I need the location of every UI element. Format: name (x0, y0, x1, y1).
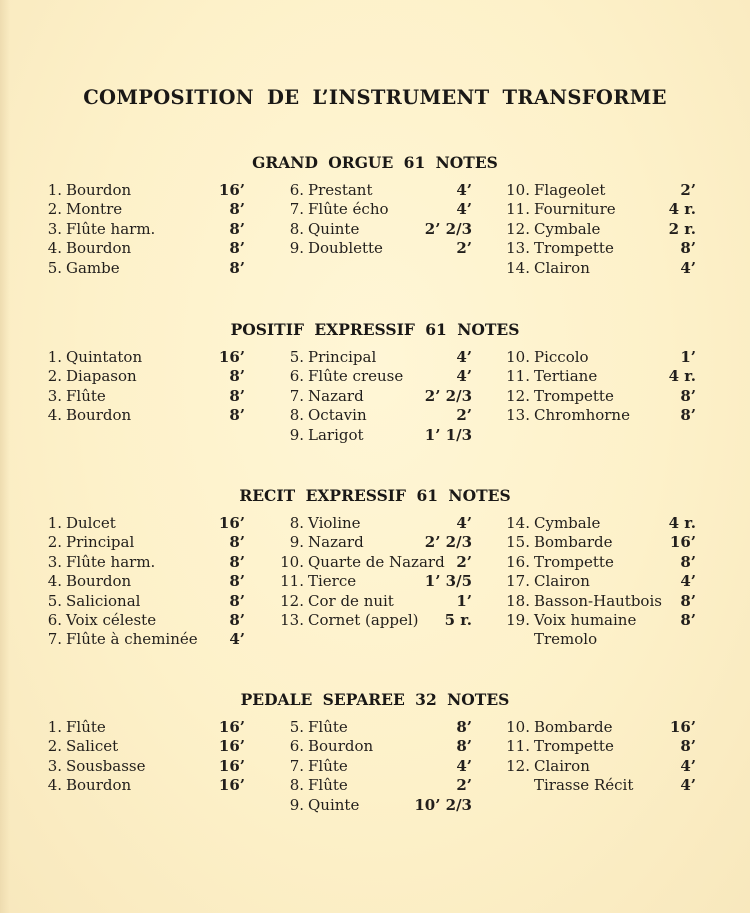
stop-pitch: 16’ (218, 348, 245, 366)
stop-pitch: 4 r. (668, 200, 696, 219)
stop-name: Diapason (66, 367, 137, 386)
stop-name: Principal (308, 348, 377, 366)
stop-column (266, 181, 472, 259)
stop-number: 12. (506, 756, 530, 775)
stop-number: 12. (506, 219, 530, 238)
stop-row (40, 387, 245, 406)
stop-pitch: 8’ (229, 552, 245, 571)
stop-column (266, 514, 472, 630)
stop-number: 9. (289, 533, 304, 552)
stop-name: Cornet (appel) (308, 610, 419, 629)
stop-row (40, 718, 245, 737)
stop-name: Larigot (308, 425, 364, 444)
stop-row (40, 630, 245, 649)
stop-name: Cymbale (534, 219, 601, 238)
stop-row (266, 387, 472, 406)
stop-pitch: 16’ (669, 718, 696, 736)
stop-pitch: 1’ (456, 591, 472, 610)
stop-number: 8. (289, 406, 304, 425)
stop-pitch: 8’ (229, 239, 245, 258)
stop-number: 1. (47, 514, 62, 532)
stop-name: Voix céleste (66, 610, 157, 629)
stop-pitch: 1’ 3/5 (424, 572, 472, 591)
stop-name: Violine (308, 514, 361, 532)
stop-number: 9. (289, 239, 304, 258)
stop-row (266, 181, 472, 200)
stop-name: Trompette (534, 239, 614, 258)
stop-name: Bourdon (66, 572, 132, 591)
stop-name: Montre (66, 200, 123, 219)
stop-row (484, 776, 696, 795)
stop-pitch: 2’ (680, 181, 696, 199)
stop-name: Clairon (534, 756, 590, 775)
stop-number: 4. (47, 572, 62, 591)
stop-pitch: 8’ (229, 219, 245, 238)
stop-pitch: 16’ (669, 533, 696, 552)
stop-pitch: 2’ (456, 552, 472, 571)
stop-column (40, 514, 245, 650)
stop-pitch: 16’ (218, 776, 245, 795)
stop-row (40, 406, 245, 425)
stop-pitch: 2’ (456, 406, 472, 425)
stop-row (40, 572, 245, 591)
stop-row (266, 200, 472, 219)
stop-row (484, 367, 696, 386)
stop-pitch: 4’ (456, 514, 472, 532)
stop-row (40, 348, 245, 367)
stop-number: 6. (47, 610, 62, 629)
stop-row (484, 220, 696, 239)
stop-number: 3. (47, 756, 62, 775)
stop-number: 5. (289, 348, 304, 366)
stop-name: Principal (66, 533, 135, 552)
stop-number: 2. (47, 737, 62, 756)
stop-number: 4. (47, 406, 62, 425)
stop-name: Bourdon (66, 776, 132, 795)
stop-number: 12. (506, 386, 530, 405)
stop-name: Flûte écho (308, 200, 389, 219)
stop-row (266, 426, 472, 445)
stop-name: Flûte à cheminée (66, 630, 198, 649)
stop-number: 5. (289, 718, 304, 736)
stop-number: 4. (47, 776, 62, 795)
stop-pitch: 8’ (229, 258, 245, 277)
stop-name: Flûte (66, 718, 106, 736)
stop-number: 6. (289, 737, 304, 756)
stop-number: 4. (47, 239, 62, 258)
stop-pitch: 16’ (218, 756, 245, 775)
stop-row (40, 533, 245, 552)
stop-pitch: 8’ (680, 610, 696, 629)
stop-column (484, 718, 696, 796)
stop-pitch: 2 r. (668, 219, 696, 238)
stop-number: 13. (506, 239, 530, 258)
stop-number: 11. (506, 367, 530, 386)
stop-row (266, 737, 472, 756)
stop-row (484, 259, 696, 278)
stop-row (40, 220, 245, 239)
stop-name: Quintaton (66, 348, 143, 366)
stop-column (484, 348, 696, 426)
stop-number: 6. (289, 367, 304, 386)
stop-pitch: 2’ 2/3 (424, 533, 472, 552)
stop-number: 1. (47, 718, 62, 736)
stop-name: Trompette (534, 386, 614, 405)
stop-row (484, 572, 696, 591)
stop-row (484, 611, 696, 630)
stop-name: Nazard (308, 533, 364, 552)
stop-pitch: 2’ (456, 776, 472, 795)
stop-number: 1. (47, 181, 62, 199)
stop-pitch: 8’ (229, 533, 245, 552)
stop-row (266, 533, 472, 552)
stop-column (484, 514, 696, 650)
stop-pitch: 8’ (229, 386, 245, 405)
stop-row (266, 367, 472, 386)
stop-number: 8. (289, 776, 304, 795)
stop-row (40, 259, 245, 278)
stop-column (40, 718, 245, 796)
stop-pitch: 8’ (229, 610, 245, 629)
stop-pitch: 2’ 2/3 (424, 386, 472, 405)
stop-row (266, 514, 472, 533)
stop-row (484, 757, 696, 776)
stop-row (484, 737, 696, 756)
stop-row (266, 592, 472, 611)
stop-name: Prestant (308, 181, 373, 199)
stop-column (266, 718, 472, 815)
stop-name: Cor de nuit (308, 591, 394, 610)
stop-column (484, 181, 696, 278)
page-edge-shadow (0, 0, 10, 913)
stop-pitch: 4’ (456, 756, 472, 775)
stop-row (484, 533, 696, 552)
stop-name: Bourdon (66, 181, 132, 199)
stop-name: Trompette (534, 737, 614, 756)
stop-name: Flûte (308, 756, 348, 775)
stop-name: Salicional (66, 591, 141, 610)
stop-name: Fourniture (534, 200, 616, 219)
stop-pitch: 8’ (680, 552, 696, 571)
stop-row (266, 611, 472, 630)
stop-number: 17. (506, 572, 530, 591)
stop-number: 2. (47, 367, 62, 386)
stop-row (266, 553, 472, 572)
stop-pitch: 2’ 2/3 (424, 219, 472, 238)
stop-row (266, 572, 472, 591)
stop-name: Flûte creuse (308, 367, 404, 386)
stop-name: Flûte (308, 776, 348, 795)
stop-number: 8. (289, 219, 304, 238)
stop-name: Tierce (308, 572, 357, 591)
stop-pitch: 8’ (680, 239, 696, 258)
stop-name: Basson-Hautbois (534, 591, 662, 610)
stop-name: Bourdon (308, 737, 374, 756)
stop-pitch: 8’ (229, 591, 245, 610)
stop-number: 2. (47, 533, 62, 552)
stop-row (266, 718, 472, 737)
stop-name: Tremolo (534, 630, 598, 649)
stop-pitch: 4’ (680, 776, 696, 795)
stop-row (484, 553, 696, 572)
stop-name: Doublette (308, 239, 383, 258)
stop-name: Cymbale (534, 514, 601, 532)
stop-number: 6. (289, 181, 304, 199)
stop-name: Flageolet (534, 181, 606, 199)
stop-number: 3. (47, 386, 62, 405)
stop-number: 9. (289, 795, 304, 814)
stop-pitch: 16’ (218, 514, 245, 532)
stop-number: 7. (289, 200, 304, 219)
stop-number: 5. (47, 591, 62, 610)
stop-pitch: 16’ (218, 181, 245, 199)
stop-pitch: 8’ (680, 406, 696, 425)
stop-number: 11. (506, 200, 530, 219)
stop-number: 7. (47, 630, 62, 649)
stop-name: Piccolo (534, 348, 589, 366)
stop-name: Bourdon (66, 406, 132, 425)
stop-number: 7. (289, 756, 304, 775)
stop-pitch: 2’ (456, 239, 472, 258)
stop-pitch: 8’ (229, 367, 245, 386)
stop-name: Chromhorne (534, 406, 630, 425)
stop-pitch: 1’ 1/3 (424, 425, 472, 444)
stop-pitch: 4’ (680, 756, 696, 775)
stop-row (484, 406, 696, 425)
stop-pitch: 4’ (456, 200, 472, 219)
stop-number: 3. (47, 552, 62, 571)
stop-column (40, 348, 245, 426)
stop-number: 7. (289, 386, 304, 405)
stop-name: Flûte harm. (66, 219, 156, 238)
stop-column (40, 181, 245, 278)
stop-number: 10. (506, 348, 530, 366)
stop-row (266, 239, 472, 258)
stop-name: Quinte (308, 795, 360, 814)
stop-pitch: 4 r. (668, 514, 696, 532)
stop-row (40, 181, 245, 200)
stop-row (40, 367, 245, 386)
stop-row (40, 737, 245, 756)
stop-pitch: 1’ (680, 348, 696, 366)
stop-name: Bombarde (534, 718, 613, 736)
stop-pitch: 16’ (218, 718, 245, 736)
stop-number: 14. (506, 514, 530, 532)
stop-row (484, 630, 696, 649)
stop-number: 5. (47, 258, 62, 277)
stop-row (484, 181, 696, 200)
stop-pitch: 8’ (456, 737, 472, 756)
stop-pitch: 16’ (218, 737, 245, 756)
stop-pitch: 4’ (680, 572, 696, 591)
stop-name: Quinte (308, 219, 360, 238)
stop-row (266, 776, 472, 795)
stop-name: Quarte de Nazard (308, 552, 445, 571)
stop-number: 12. (280, 591, 304, 610)
stop-pitch: 8’ (456, 718, 472, 736)
stop-row (484, 718, 696, 737)
stop-pitch: 8’ (680, 591, 696, 610)
stop-row (484, 514, 696, 533)
stop-name: Gambe (66, 258, 120, 277)
stop-pitch: 8’ (680, 386, 696, 405)
stop-number: 13. (506, 406, 530, 425)
section-title: GRAND ORGUE 61 NOTES (252, 153, 498, 172)
stop-row (40, 239, 245, 258)
stop-column (266, 348, 472, 445)
stop-name: Bombarde (534, 533, 613, 552)
stop-number: 10. (506, 181, 530, 199)
stop-name: Octavin (308, 406, 367, 425)
stop-name: Clairon (534, 572, 590, 591)
stop-number: 10. (280, 552, 304, 571)
stop-row (40, 553, 245, 572)
stop-number: 9. (289, 425, 304, 444)
stop-row (484, 239, 696, 258)
stop-name: Tertiane (534, 367, 598, 386)
stop-name: Dulcet (66, 514, 116, 532)
stop-row (266, 348, 472, 367)
stop-number: 11. (280, 572, 304, 591)
section-title: PEDALE SEPAREE 32 NOTES (240, 690, 510, 709)
stop-number: 8. (289, 514, 304, 532)
stop-name: Flûte (308, 718, 348, 736)
section-title: POSITIF EXPRESSIF 61 NOTES (230, 320, 520, 339)
stop-number: 2. (47, 200, 62, 219)
stop-number: 16. (506, 552, 530, 571)
stop-row (266, 406, 472, 425)
stop-pitch: 4’ (229, 630, 245, 649)
stop-row (484, 592, 696, 611)
stop-row (40, 611, 245, 630)
stop-name: Salicet (66, 737, 119, 756)
stop-pitch: 8’ (229, 572, 245, 591)
stop-number: 10. (506, 718, 530, 736)
stop-pitch: 8’ (229, 406, 245, 425)
stop-pitch: 4’ (456, 348, 472, 366)
stop-pitch: 8’ (229, 200, 245, 219)
stop-name: Tirasse Récit (534, 776, 634, 795)
stop-row (484, 348, 696, 367)
stop-row (484, 387, 696, 406)
stop-row (266, 757, 472, 776)
stop-pitch: 4’ (456, 181, 472, 199)
stop-pitch: 5 r. (444, 610, 472, 629)
stop-pitch: 10’ 2/3 (414, 795, 472, 814)
stop-number: 11. (506, 737, 530, 756)
stop-number: 3. (47, 219, 62, 238)
stop-row (484, 200, 696, 219)
stop-number: 1. (47, 348, 62, 366)
stop-name: Trompette (534, 552, 614, 571)
stop-number: 18. (506, 591, 530, 610)
stop-number: 15. (506, 533, 530, 552)
stop-row (266, 220, 472, 239)
stop-pitch: 4’ (456, 367, 472, 386)
stop-name: Flûte (66, 386, 106, 405)
stop-row (40, 757, 245, 776)
stop-row (266, 796, 472, 815)
stop-name: Clairon (534, 258, 590, 277)
stop-name: Flûte harm. (66, 552, 156, 571)
stop-row (40, 200, 245, 219)
stop-row (40, 776, 245, 795)
stop-name: Voix humaine (534, 610, 637, 629)
stop-row (40, 514, 245, 533)
stop-number: 19. (506, 610, 530, 629)
stop-number: 13. (280, 610, 304, 629)
section-title: RECIT EXPRESSIF 61 NOTES (239, 486, 511, 505)
document-title: COMPOSITION DE L’INSTRUMENT TRANSFORME (83, 86, 667, 109)
stop-name: Sousbasse (66, 756, 146, 775)
stop-name: Nazard (308, 386, 364, 405)
stop-pitch: 8’ (680, 737, 696, 756)
stop-name: Bourdon (66, 239, 132, 258)
stop-pitch: 4 r. (668, 367, 696, 386)
stop-row (40, 592, 245, 611)
stop-pitch: 4’ (680, 258, 696, 277)
stop-number: 14. (506, 258, 530, 277)
